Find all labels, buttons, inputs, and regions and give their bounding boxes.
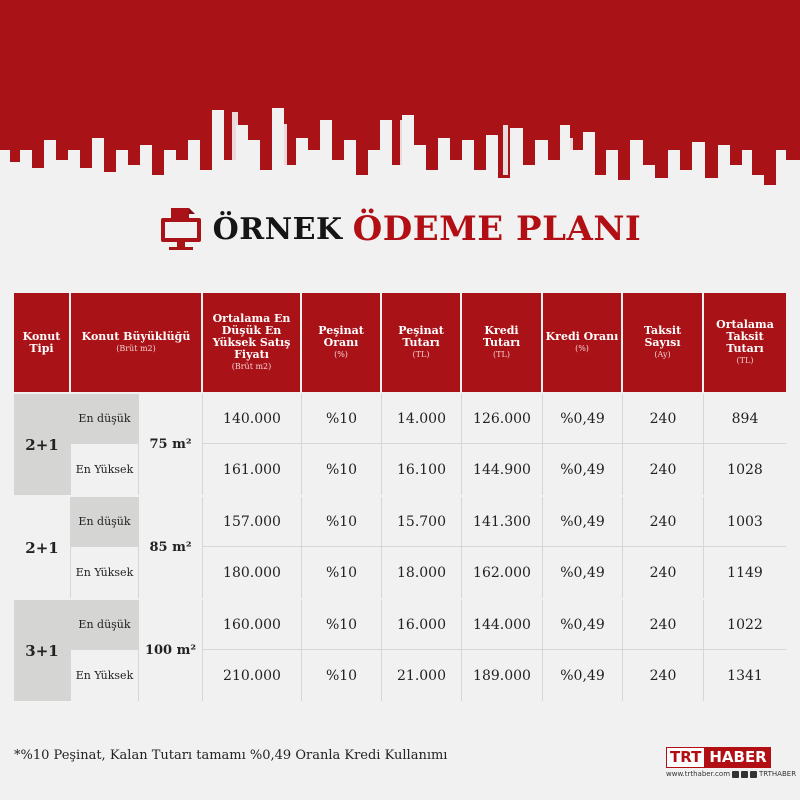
logo-haber: HABER — [705, 747, 770, 768]
credit-cell: 144.000 — [462, 600, 543, 650]
site-url: www.trthaber.com — [666, 770, 731, 778]
down-amount-cell: 16.000 — [382, 600, 462, 650]
monthly-cell: 1028 — [727, 461, 763, 478]
price-cell: 140.000 — [203, 394, 302, 444]
header-label: Konut Büyüklüğü — [81, 330, 191, 343]
konut-tipi-cell: 2+1 — [14, 394, 71, 495]
header-label: Ortalama En Düşük En Yüksek Satış Fiyatı — [212, 312, 291, 361]
down-rate-cell: %10 — [302, 547, 382, 598]
page-title — [0, 204, 800, 254]
header-konut-tipi — [14, 293, 71, 392]
credit-rate-cell: %0,49 — [543, 600, 623, 650]
header-unit: (TL) — [412, 350, 430, 359]
down-amount-cell: 16.100 — [382, 444, 462, 495]
down-rate-cell: %10 — [302, 600, 382, 650]
social-handle: TRTHABER — [759, 770, 797, 778]
monthly-cell: 1022 — [704, 600, 786, 650]
level-max-label: En Yüksek — [71, 650, 139, 701]
header-pesinat-orani — [302, 293, 382, 392]
header-label: Kredi Tutarı — [482, 324, 521, 349]
monthly-cell: 1341 — [727, 667, 763, 684]
table-group-2plus1-85 — [14, 497, 786, 598]
header-kredi-tutari — [462, 293, 543, 392]
down-rate-cell: %10 — [302, 394, 382, 444]
header-satis-fiyati — [203, 293, 302, 392]
header-unit: (%) — [334, 350, 348, 359]
header-unit: (%) — [575, 344, 589, 353]
price-cell: 161.000 — [203, 444, 302, 495]
credit-cell: 162.000 — [462, 547, 543, 598]
twitter-icon — [750, 771, 757, 778]
header-kredi-orani — [543, 293, 623, 392]
credit-rate-cell: %0,49 — [543, 497, 623, 547]
footnote: *%10 Peşinat, Kalan Tutarı tamamı %0,49 Oranla Kredi Kullanımı — [14, 748, 448, 763]
credit-cell: 141.300 — [462, 497, 543, 547]
header-label: Ortalama Taksit Tutarı — [716, 318, 774, 355]
price-cell: 157.000 — [203, 497, 302, 547]
trt-haber-logo — [666, 747, 771, 768]
konut-tipi-cell: 3+1 — [14, 600, 71, 701]
header-taksit-tutari — [704, 293, 786, 392]
credit-cell: 189.000 — [462, 650, 543, 701]
table-group-2plus1-75 — [14, 394, 786, 495]
header-label: Peşinat Tutarı — [398, 324, 444, 349]
credit-rate-cell: %0,49 — [543, 547, 623, 598]
computer-document-icon — [159, 206, 203, 252]
down-amount-cell: 14.000 — [382, 394, 462, 444]
payment-plan-table — [14, 293, 786, 701]
header-taksit-sayisi — [623, 293, 704, 392]
city-skyline-banner — [0, 0, 800, 200]
instagram-icon — [741, 771, 748, 778]
installments-cell: 240 — [623, 600, 704, 650]
header-unit: (TL) — [736, 356, 754, 365]
down-amount-cell: 18.000 — [382, 547, 462, 598]
table-group-3plus1-100 — [14, 600, 786, 701]
credit-rate-cell: %0,49 — [543, 444, 623, 495]
level-min-label: En düşük — [71, 394, 139, 444]
down-amount-cell: 21.000 — [382, 650, 462, 701]
price-cell: 160.000 — [203, 600, 302, 650]
header-unit: (TL) — [493, 350, 510, 359]
header-unit: (Brüt m2) — [231, 362, 272, 371]
header-unit: (Ay) — [654, 350, 671, 359]
price-cell: 210.000 — [203, 650, 302, 701]
monthly-cell: 1003 — [704, 497, 786, 547]
logo-site-line — [666, 770, 796, 778]
down-amount-cell: 15.700 — [382, 497, 462, 547]
logo-trt: TRT — [666, 747, 705, 768]
down-rate-cell: %10 — [302, 497, 382, 547]
installments-cell: 240 — [623, 650, 704, 701]
installments-cell: 240 — [623, 394, 704, 444]
down-rate-cell: %10 — [302, 650, 382, 701]
konut-size-cell: 75 m² — [139, 394, 203, 495]
price-cell: 180.000 — [203, 547, 302, 598]
credit-rate-cell: %0,49 — [543, 394, 623, 444]
title-word-odeme-plani: ÖDEME PLANI — [352, 209, 642, 249]
facebook-icon — [732, 771, 739, 778]
down-rate-cell: %10 — [302, 444, 382, 495]
header-unit: (Brüt m2) — [116, 344, 156, 353]
level-min-label: En düşük — [71, 600, 139, 650]
konut-size-cell: 85 m² — [139, 497, 203, 598]
header-label: Peşinat Oranı — [318, 324, 364, 349]
header-label: Taksit Sayısı — [643, 324, 682, 349]
installments-cell: 240 — [623, 444, 704, 495]
installments-cell: 240 — [623, 547, 704, 598]
monthly-cell: 1149 — [727, 564, 763, 581]
level-max-label: En Yüksek — [71, 444, 139, 495]
monthly-cell: 894 — [704, 394, 786, 444]
credit-cell: 126.000 — [462, 394, 543, 444]
header-label: Konut Tipi — [22, 329, 61, 355]
konut-size-cell: 100 m² — [139, 600, 203, 701]
header-label: Kredi Oranı — [545, 330, 619, 343]
konut-tipi-cell: 2+1 — [14, 497, 71, 598]
header-pesinat-tutari — [382, 293, 462, 392]
credit-cell: 144.900 — [462, 444, 543, 495]
header-konut-buyuklugu — [71, 293, 203, 392]
table-header — [14, 293, 786, 392]
level-min-label: En düşük — [71, 497, 139, 547]
credit-rate-cell: %0,49 — [543, 650, 623, 701]
level-max-label: En Yüksek — [71, 547, 139, 598]
installments-cell: 240 — [623, 497, 704, 547]
title-word-ornek: ÖRNEK — [212, 211, 343, 247]
